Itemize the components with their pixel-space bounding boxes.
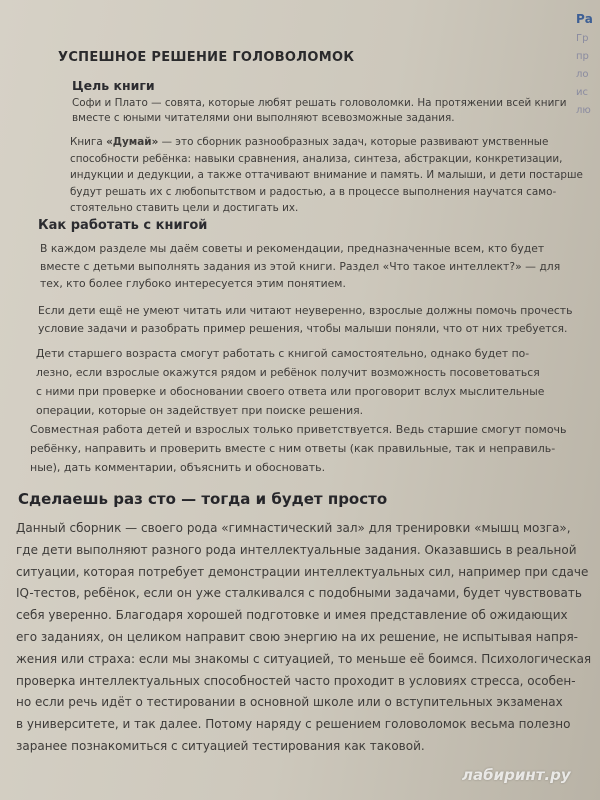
text-line: условие задачи и разобрать пример решения, чтобы малыши поняли, что от них требуется.: [38, 321, 568, 335]
text-line: лезно, если взрослые окажутся рядом и ребёнок получит возможность посоветоваться: [36, 366, 540, 379]
how-paragraph-4: [30, 420, 567, 477]
text-line: тех, кто более глубоко интересуется этим понятием.: [40, 277, 346, 290]
practice-paragraph: [16, 518, 591, 758]
text-line: [70, 134, 583, 151]
how-paragraph-1: [40, 240, 560, 293]
next-page-text-fragment: [576, 30, 591, 120]
text-line: способности ребёнка: навыки сравнения, анализа, синтеза, абстракции, конкретизации,: [70, 152, 563, 165]
text-line: в университете, и так далее. Потому наряду с решением головоломок весьма полезно: [16, 717, 571, 732]
text-fragment: лю: [576, 105, 591, 116]
text-fragment: ис: [576, 87, 588, 98]
text-line: Дети старшего возраста смогут работать с книгой самостоятельно, однако будет по-: [36, 347, 530, 360]
text-line: ситуации, которая потребует демонстрации интеллектуальных сил, например при сдаче: [16, 564, 589, 579]
how-paragraph-3: [36, 344, 544, 420]
site-watermark: лабиринт.ру: [462, 766, 571, 784]
text-line: проверка интеллектуальных способностей часто проходит в условиях стресса, особен-: [16, 673, 576, 688]
text-line: себя уверенно. Благодаря хорошей подготовке и имея представление об ожидающих: [16, 608, 568, 623]
how-paragraph-2: [38, 302, 572, 337]
goal-paragraph-1: [72, 96, 567, 126]
text-fragment: ло: [576, 69, 589, 80]
text-line: IQ-тестов, ребёнок, если он уже сталкивался с подобными задачами, будет чувствовать: [16, 586, 582, 601]
text-line: стоятельно ставить цели и достигать их.: [70, 202, 299, 214]
text-line: Если дети ещё не умеют читать или читают неуверенно, взрослые должны помочь прочесть: [38, 304, 573, 317]
text-line: Данный сборник — своего рода «гимнастический зал» для тренировки «мышц мозга»,: [16, 521, 571, 535]
text-line: но если речь идёт о тестировании в основной школе или о вступительных экзаменах: [16, 695, 563, 710]
text-line: вместе с юными читателями они выполняют всевозможные задания.: [72, 112, 455, 124]
practice-heading: Сделаешь раз сто — тогда и будет просто: [18, 490, 388, 508]
text-line: жения или страха: если мы знакомы с ситуацией, то меньше её боимся. Психологическая: [16, 651, 592, 666]
goal-heading: Цель книги: [72, 78, 155, 93]
text-line: где дети выполняют разного рода интеллектуальные задания. Оказавшись в реальной: [16, 542, 577, 557]
text-fragment: Книга: [70, 136, 107, 148]
text-line: его заданиях, он целиком направит свою энергию на их решение, не испытывая напря-: [16, 629, 579, 644]
next-page-heading-fragment: Ра: [576, 12, 593, 26]
text-fragment: — это сборник разнообразных задач, которые развивают умственные: [158, 136, 549, 148]
text-line: Совместная работа детей и взрослых только приветствуется. Ведь старшие смогут помочь: [30, 423, 567, 436]
text-line: ребёнку, направить и проверить вместе с ним ответы (как правильные, так и неправиль-: [30, 442, 556, 455]
text-line: заранее познакомиться с ситуацией тестирования как таковой.: [16, 738, 425, 753]
text-line: вместе с детьми выполнять задания из этой книги. Раздел «Что такое интеллект?» — для: [40, 259, 561, 273]
text-line: ные), дать комментарии, объяснить и обосновать.: [30, 461, 326, 474]
text-line: Софи и Плато — совята, которые любят решать головоломки. На протяжении всей книги: [72, 97, 567, 109]
text-line: индукции и дедукции, а также оттачивают внимание и память. И малыши, и дети постарше: [70, 169, 583, 181]
text-fragment: пр: [576, 51, 589, 62]
text-line: с ними при проверке и обосновании своего ответа или проговорит вслух мыслительные: [36, 385, 545, 398]
how-heading: Как работать с книгой: [38, 218, 208, 233]
goal-paragraph-2: [70, 134, 583, 217]
text-fragment: Гр: [576, 33, 589, 44]
book-name: «Думай»: [106, 136, 159, 148]
text-line: В каждом разделе мы даём советы и рекомендации, предназначенные всем, кто будет: [40, 242, 545, 255]
page-title: УСПЕШНОЕ РЕШЕНИЕ ГОЛОВОЛОМОК: [58, 50, 355, 65]
text-line: будут решать их с любопытством и радостью, а в процессе выполнения научатся само-: [70, 185, 557, 198]
text-line: операции, которые он задействует при поиске решения.: [36, 404, 364, 417]
